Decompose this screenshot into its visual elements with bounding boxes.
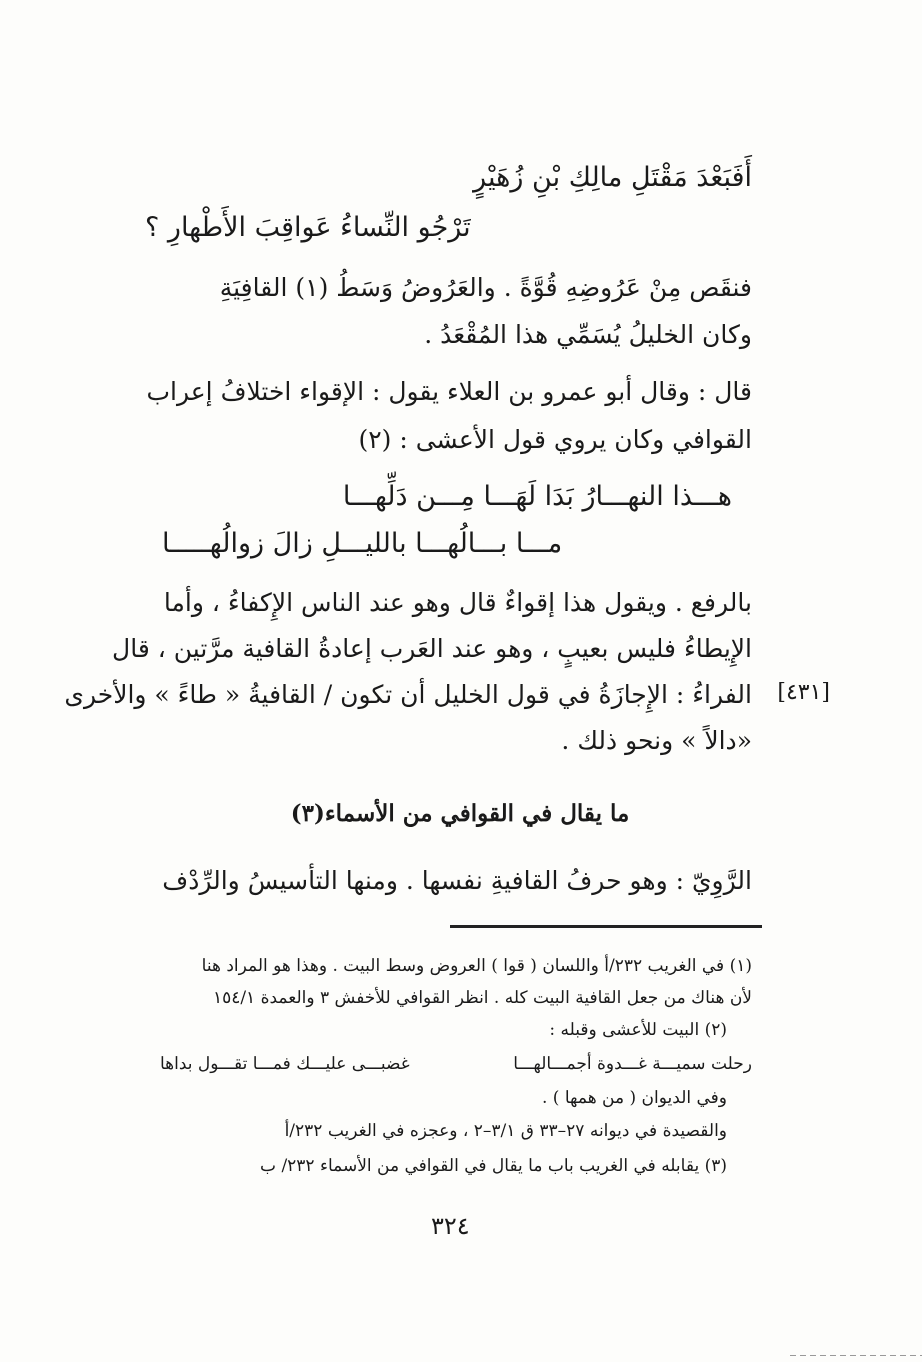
footnote2-line1: (٢) البيت للأعشى وقبله : xyxy=(549,1020,727,1040)
scan-edge-line xyxy=(790,1355,922,1356)
verse1-line2: تَرْجُو النِّساءُ عَواقِبَ الأَطْهارِ ؟ xyxy=(145,212,471,243)
footnote2-line3: وفي الديوان ( من همها ) . xyxy=(542,1088,727,1108)
paragraph2-line2: القوافي وكان يروي قول الأعشى : (٢) xyxy=(358,425,752,454)
paragraph3-line3: الفراءُ : الإِجازَةُ في قول الخليل أن تكون / القافيةُ « طاءً » والأخرى xyxy=(64,680,752,709)
paragraph2-line1: قال : وقال أبو عمرو بن العلاء يقول : الإقواء اختلافُ إعراب xyxy=(146,377,752,406)
paragraph4-line1: الرَّوِيّ : وهو حرفُ القافيةِ نفسها . ومنها التأسيسُ والرِّدْف xyxy=(162,866,752,895)
paragraph1-line2: وكان الخليلُ يُسَمِّي هذا المُقْعَدُ . xyxy=(424,320,752,349)
footnote-separator xyxy=(450,925,762,928)
verse2-line2: مـــا بـــالُهـــا بالليـــلِ زالَ زوالُهـــــا xyxy=(162,528,563,559)
footnote2-verse-first-hemistich: رحلت سميـــة غـــدوة أجمـــالهـــا xyxy=(513,1054,752,1074)
verse2-line1: هـــذا النهـــارُ بَدَا لَهَـــا مِـــن دَلِّهـــا xyxy=(342,481,732,512)
page-number: ٣٢٤ xyxy=(431,1212,470,1240)
paragraph3-line2: الإِيطاءُ فليس بعيبٍ ، وهو عند العَرب إعادةُ القافية مرَّتين ، قال xyxy=(112,634,752,663)
paragraph3-line1: بالرفع . ويقول هذا إقواءٌ قال وهو عند الناس الإِكفاءُ ، وأما xyxy=(163,588,752,617)
paragraph3-line4: «دالاً » ونحو ذلك . xyxy=(561,726,752,755)
paragraph1-line1: فنقَص مِنْ عَرُوضِهِ قُوَّةً . والعَرُوضُ وَسَطُ (١) القافِيَةِ xyxy=(219,273,752,302)
footnote2-verse-second-hemistich: غضبـــى عليـــك فمـــا تقـــول بداها xyxy=(160,1054,410,1074)
section-heading: ما يقال في القوافي من الأسماء(٣) xyxy=(290,800,630,827)
footnote2-line4: والقصيدة في ديوانه ٢٧–٣٣ ق ٣/١–٢ ، وعجزه في الغريب ٢٣٢/أ xyxy=(284,1121,727,1141)
margin-reference: [٤٣١] xyxy=(777,680,830,705)
verse1-line1: أَفَبَعْدَ مَقْتَلِ مالِكِ بْنِ زُهَيْرٍ xyxy=(473,162,752,193)
footnote1-line1: (١) في الغريب ٢٣٢/أ واللسان ( قوا ) العروض وسط البيت . وهذا هو المراد هنا xyxy=(201,956,752,976)
footnote3-line1: (٣) يقابله في الغريب باب ما يقال في القوافي من الأسماء ٢٣٢/ ب xyxy=(260,1156,727,1176)
footnote1-line2: لأن هناك من جعل القافية البيت كله . انظر القوافي للأخفش ٣ والعمدة ١٥٤/١ xyxy=(212,988,752,1008)
